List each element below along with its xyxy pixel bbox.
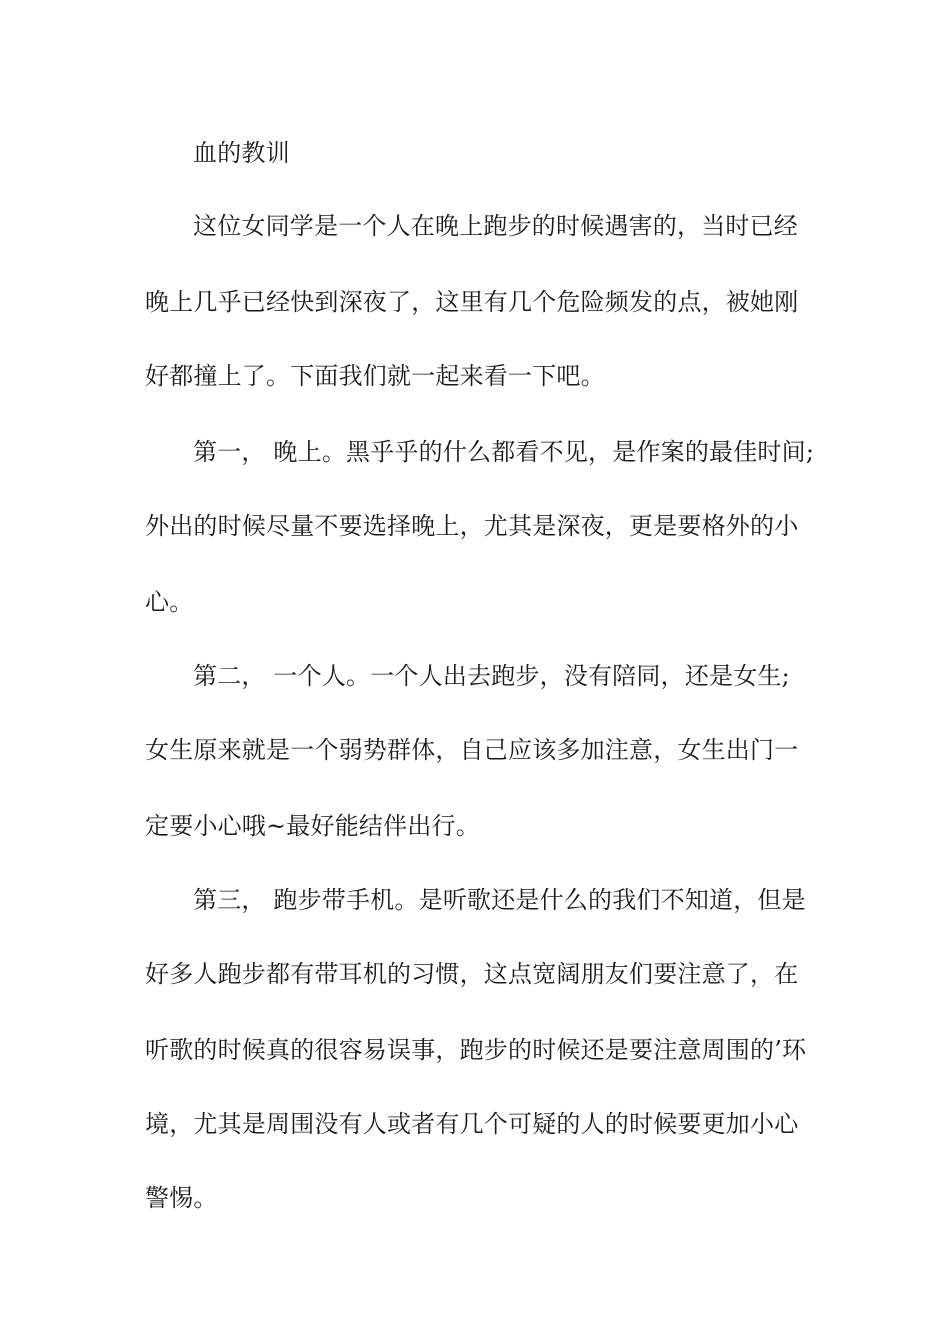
paragraph-line: 警惕。 bbox=[145, 1184, 218, 1212]
paragraph-line: 这位女同学是一个人在晚上跑步的时候遇害的，当时已经 bbox=[193, 212, 798, 240]
paragraph-line: 第二， 一个人。一个人出去跑步，没有陪同，还是女生; bbox=[193, 662, 790, 690]
paragraph-line: 境，尤其是周围没有人或者有几个可疑的人的时候要更加小心 bbox=[145, 1110, 799, 1138]
paragraph-line: 晚上几乎已经快到深夜了，这里有几个危险频发的点，被她刚 bbox=[145, 288, 799, 316]
paragraph-line: 外出的时候尽量不要选择晚上，尤其是深夜，更是要格外的小 bbox=[145, 512, 799, 540]
paragraph-line: 第一， 晚上。黑乎乎的什么都看不见，是作案的最佳时间; bbox=[193, 438, 815, 466]
document-title: 血的教训 bbox=[193, 139, 290, 167]
paragraph-line: 听歌的时候真的很容易误事，跑步的时候还是要注意周围的’环 bbox=[145, 1036, 807, 1064]
paragraph-line: 女生原来就是一个弱势群体，自己应该多加注意，女生出门一 bbox=[145, 736, 799, 764]
paragraph-line: 好多人跑步都有带耳机的习惯，这点宽阔朋友们要注意了，在 bbox=[145, 960, 799, 988]
paragraph-line: 心。 bbox=[145, 588, 194, 616]
paragraph-line: 好都撞上了。下面我们就一起来看一下吧。 bbox=[145, 362, 605, 390]
paragraph-line: 第三， 跑步带手机。是听歌还是什么的我们不知道，但是 bbox=[193, 886, 806, 914]
paragraph-line: 定要小心哦~最好能结伴出行。 bbox=[145, 812, 480, 840]
